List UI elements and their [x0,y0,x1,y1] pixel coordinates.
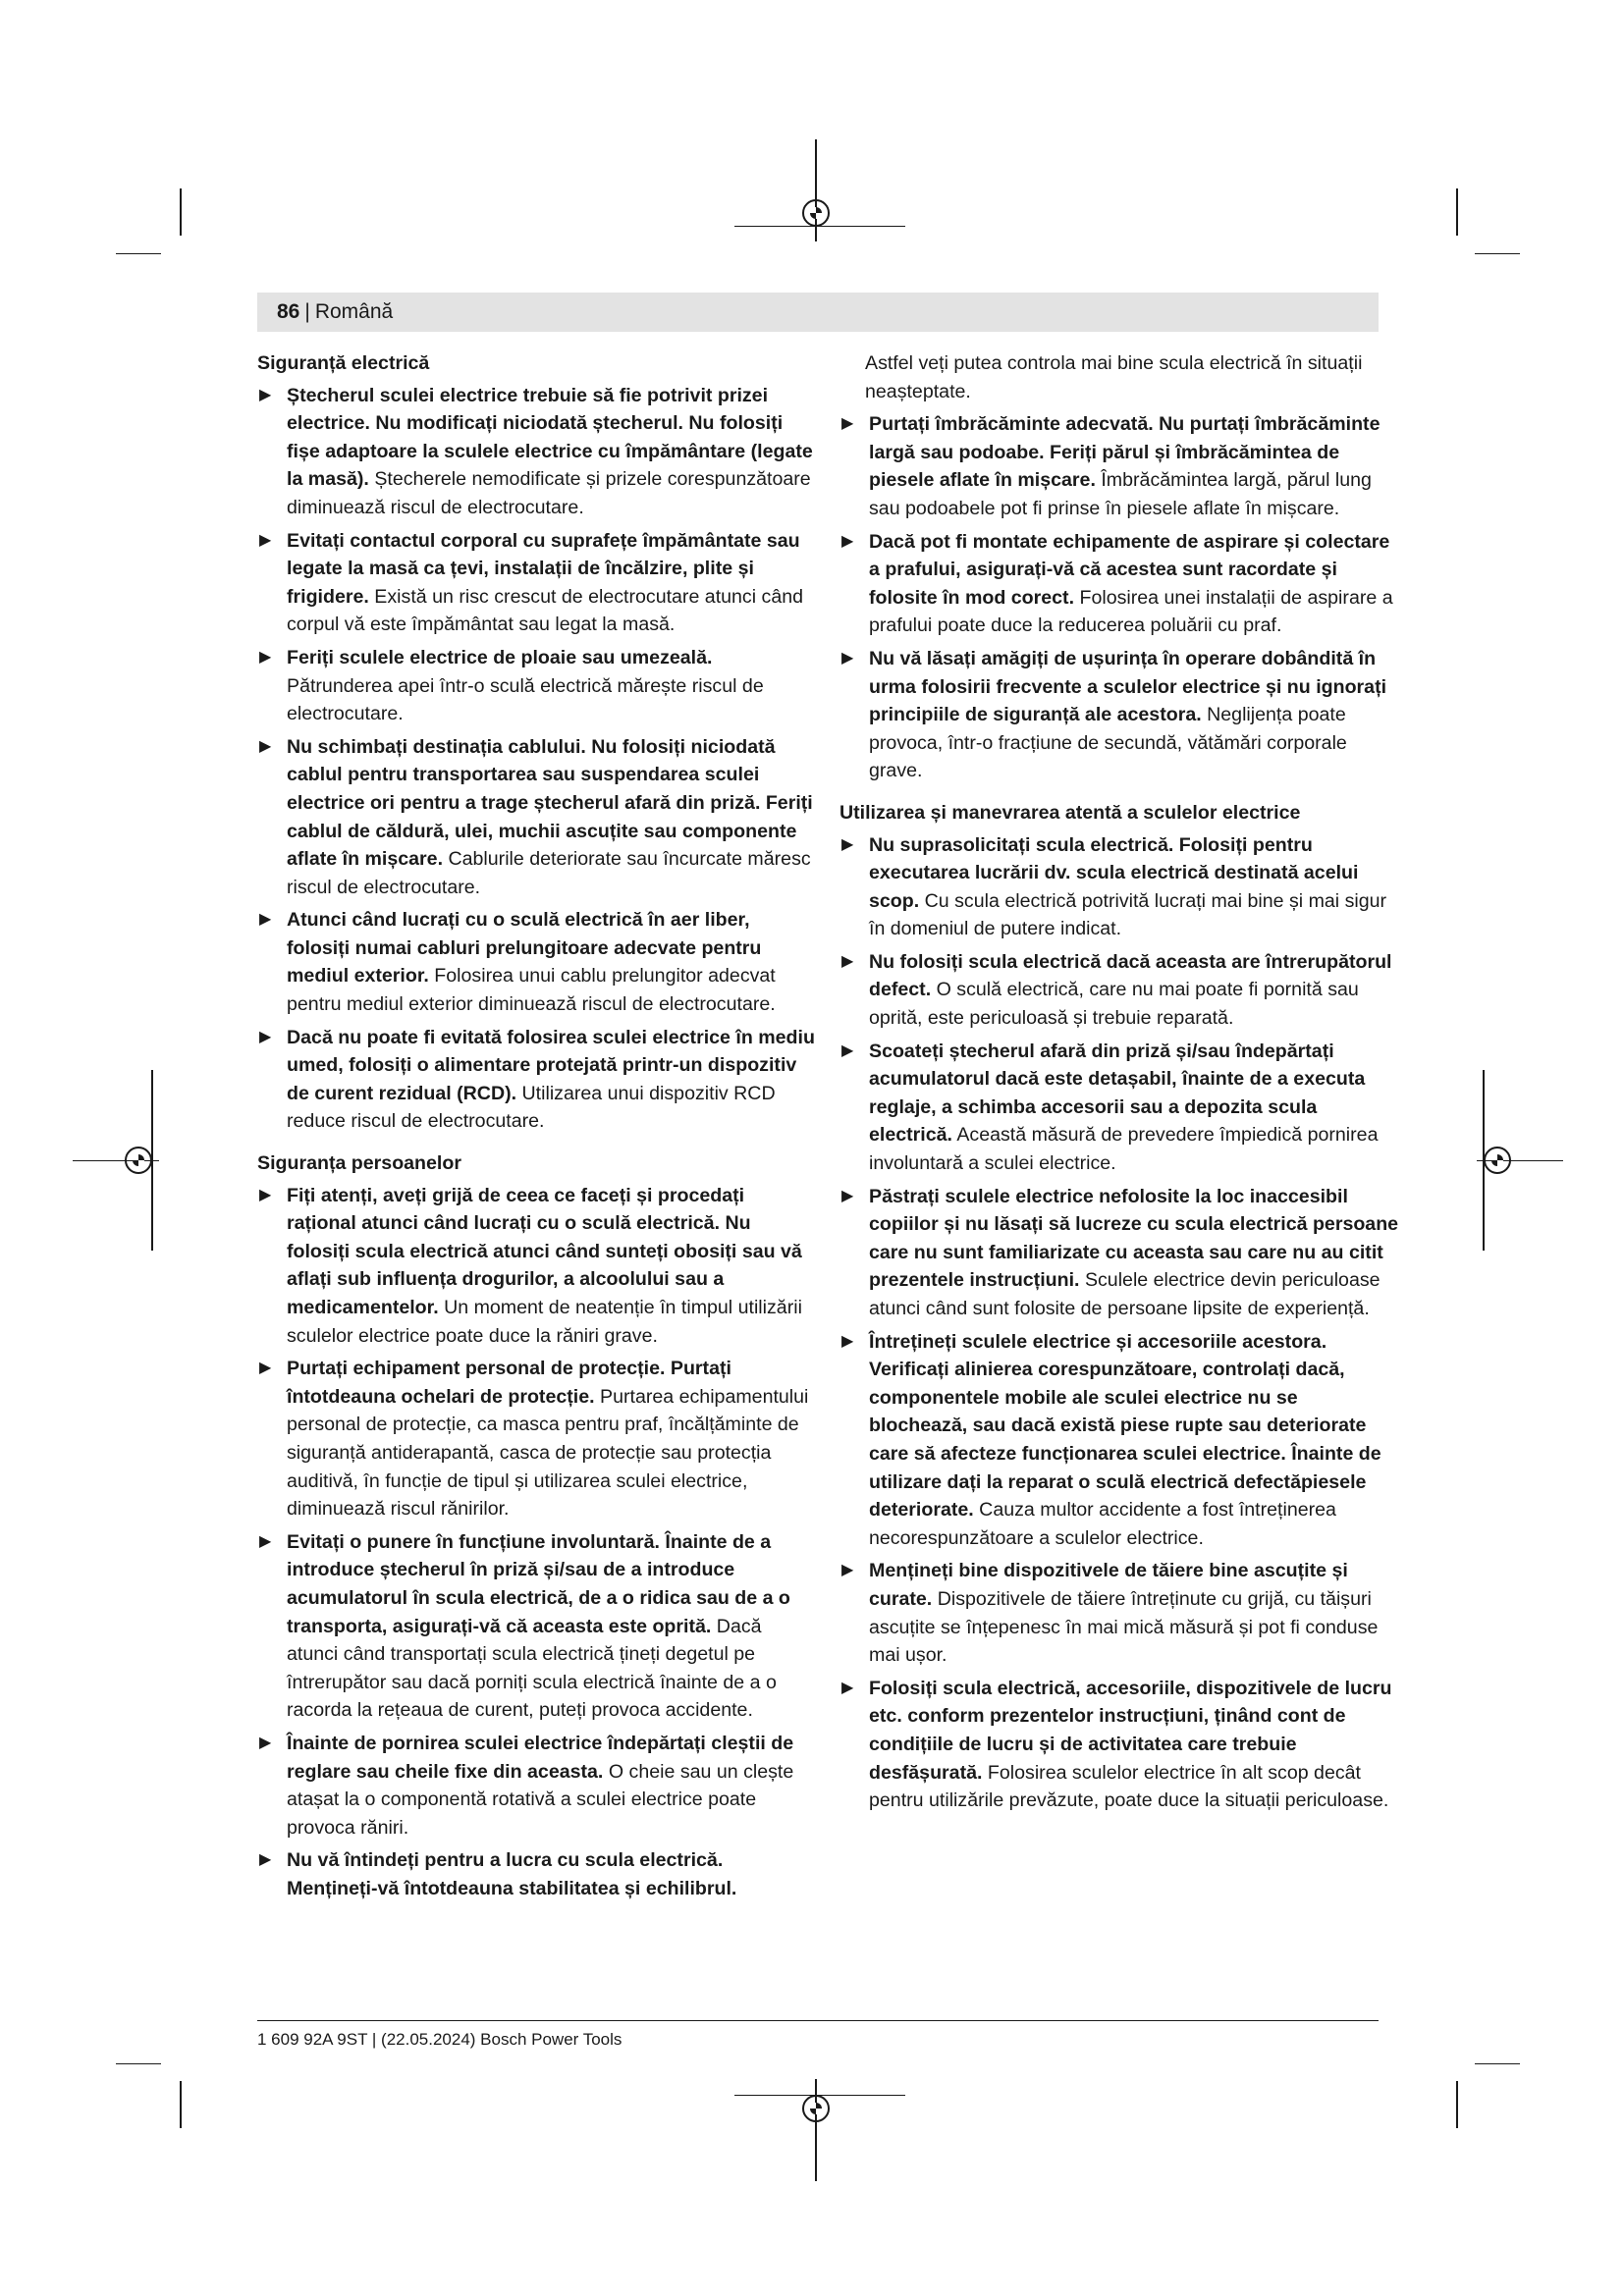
section-heading: Utilizarea și manevrarea atentă a sculelor electrice [839,801,1301,824]
bullet-arrow-icon: ▶ [259,648,272,666]
instruction-bold: Ștecherul sculei electrice trebuie să fie potrivit prizei electrice. Nu modificați niciodată ștecherul. Nu folosiți fișe adaptoare la sculele electrice cu împământare (legate la masă). [287,384,813,491]
safety-item [257,382,817,522]
crop-mark [180,188,182,236]
instruction-explanation: O sculă electrică, care nu mai poate fi pornită sau oprită, este periculoasă și trebuie reparată. [869,979,1359,1030]
left-column [257,349,817,1907]
bullet-arrow-icon: ▶ [259,531,272,549]
safety-item [839,1675,1399,1815]
bullet-arrow-icon: ▶ [259,1851,272,1869]
safety-item [257,733,817,902]
bullet-arrow-icon: ▶ [259,1028,272,1045]
registration-mark-icon [802,199,830,227]
bullet-arrow-icon: ▶ [841,1041,854,1059]
instruction-bold: Purtați îmbrăcăminte adecvată. Nu purtați îmbrăcăminte largă sau podoabe. Feriți părul și îmbrăcămintea de piesele aflate în mișcare. [869,413,1380,492]
bullet-arrow-icon: ▶ [841,649,854,667]
instruction-bold: Atunci când lucrați cu o sculă electrică în aer liber, folosiți numai cabluri prelungitoare adecvate pentru mediul exterior. [287,909,762,988]
instruction-bold: Întrețineți sculele electrice și accesoriile acestora. Verificați alinierea corespunzătoare, controlați dacă, componentele mobile ale sculei electrice nu se blochează, sau dacă există piese rupte sau deteriorate care să afecteze funcționarea sculei electrice. Înainte de utilizare dați la reparat o sculă electrică defectăpiesele deteriorate. [869,1330,1381,1522]
safety-list [257,1182,817,1903]
crop-mark [1456,2081,1458,2128]
instruction-explanation: Cu scula electrică potrivită lucrați mai bine și mai sigur în domeniul de putere indicat. [869,889,1387,940]
instruction-bold: Dacă pot fi montate echipamente de aspirare și colectare a prafului, asigurați-vă că acestea sunt racordate și folosite în mod corect. [869,530,1390,609]
safety-item [257,906,817,1018]
safety-item [839,948,1399,1033]
crop-mark [1475,253,1520,254]
crop-mark [1475,2063,1520,2064]
instruction-bold: Nu folosiți scula electrică dacă aceasta are întrerupătorul defect. [869,950,1392,1001]
instruction-bold: Nu schimbați destinația cablului. Nu folosiți niciodată cablul pentru transportarea sau suspendarea sculei electrice ori pentru a trage ștecherul afară din priză. Feriți cablul de căldură, ulei, muchii ascuțite sau componente aflate în mișcare. [287,735,813,871]
instruction-bold: Evitați o punere în funcțiune involuntară. Înainte de a introduce ștecherul în priză și/sau de a introduce acumulatorul în scula electrică, de a o ridica sau de a o transporta, asigurați-vă că aceasta este oprită. [287,1530,790,1637]
bullet-arrow-icon: ▶ [841,1562,854,1579]
instruction-explanation: Utilizarea unui dispozitiv RCD reduce riscul de electrocutare. [287,1082,776,1133]
instruction-bold: Păstrați sculele electrice nefolosite la loc inaccesibil copiilor și nu lăsați să lucreze cu scula electrică persoane care nu sunt familiarizate cu aceasta sau care nu au citit prezentele instrucțiuni. [869,1185,1399,1292]
instruction-bold: Nu suprasolicitați scula electrică. Folosiți pentru executarea lucrării dv. scula electrică destinată acelui scop. [869,833,1359,912]
instruction-explanation: Sculele electrice devin periculoase atunci când sunt folosite de persoane lipsite de experiență. [869,1269,1380,1319]
instruction-explanation: Purtarea echipamentului personal de protecție, ca masca pentru praf, încălțăminte de siguranță antiderapantă, casca de protecție sau protecția auditivă, în funcție de tipul și utilizarea sculei electrice, diminuează riscul rănirilor. [287,1385,809,1521]
instruction-explanation: Dacă atunci când transportați scula electrică țineți degetul pe întrerupător sau dacă porniți scula electrică înainte de a o racorda la rețeaua de curent, puteți provoca accidente. [287,1615,777,1722]
section-heading: Siguranța persoanelor [257,1152,461,1175]
instruction-bold: Fiți atenți, aveți grijă de ceea ce faceți și procedați rațional atunci când lucrați cu o sculă electrică. Nu folosiți scula electrică atunci când sunteți obosiți sau vă aflați sub influența drogurilor, a alcoolului sau a medicamentelor. [287,1184,802,1318]
bullet-arrow-icon: ▶ [259,1734,272,1751]
continuation-text: Astfel veți putea controla mai bine scula electrică în situații neașteptate. [865,352,1363,402]
registration-mark-icon [125,1147,152,1174]
bullet-arrow-icon: ▶ [259,1186,272,1203]
instruction-explanation: Există un risc crescut de electrocutare atunci când corpul vă este împământat sau legat la masă. [287,585,804,636]
registration-mark-icon [1484,1147,1511,1174]
safety-item [839,1557,1399,1669]
bullet-arrow-icon: ▶ [841,835,854,853]
safety-item [839,645,1399,785]
instruction-explanation: Folosirea sculelor electrice în alt scop decât pentru utilizările prevăzute, poate duce la situații periculoase. [869,1761,1389,1812]
instruction-explanation: Îmbrăcămintea largă, părul lung sau podoabele pot fi prinse în piesele aflate în mișcare. [869,469,1372,519]
instruction-explanation: Neglijența poate provoca, într-o fracțiune de secundă, vătămări corporale grave. [869,704,1347,782]
bullet-arrow-icon: ▶ [259,911,272,929]
instruction-bold: Scoateți ștecherul afară din priză și/sau îndepărtați acumulatorul dacă este detașabil, înainte de a executa reglaje, a schimba accesorii sau a depozita scula electrică. [869,1040,1366,1147]
bullet-arrow-icon: ▶ [259,386,272,403]
safety-item [257,1730,817,1842]
page-header [257,293,1379,332]
instruction-bold: Dacă nu poate fi evitată folosirea sculei electrice în mediu umed, folosiți o alimentare protejată printr-un dispozitiv de curent rezidual (RCD). [287,1026,815,1104]
instruction-bold: Feriți sculele electrice de ploaie sau umezeală. [287,646,713,668]
safety-list [257,382,817,1136]
bullet-arrow-icon: ▶ [841,1679,854,1696]
safety-item [839,1038,1399,1178]
footer-text: 1 609 92A 9ST | (22.05.2024) Bosch Power Tools [257,2030,623,2049]
safety-item [839,1328,1399,1553]
right-column [839,349,1399,1820]
instruction-bold: Înainte de pornirea sculei electrice îndepărtați cleștii de reglare sau cheile fixe din aceasta. [287,1732,794,1783]
footer-divider [257,2020,1379,2021]
crop-mark [180,2081,182,2128]
bullet-arrow-icon: ▶ [259,1360,272,1377]
instruction-explanation: Folosirea unui cablu prelungitor adecvat pentru mediul exterior diminuează riscul de electrocutare. [287,965,776,1016]
bullet-arrow-icon: ▶ [841,1332,854,1350]
bullet-arrow-icon: ▶ [841,952,854,970]
safety-item [257,1355,817,1523]
safety-item [257,1024,817,1136]
instruction-bold: Mențineți bine dispozitivele de tăiere bine ascuțite și curate. [869,1560,1348,1610]
page-language: Română [314,300,394,323]
instruction-explanation: Un moment de neatenție în timpul utilizării sculelor electrice poate duce la răniri grave. [287,1297,802,1347]
crop-mark [116,253,161,254]
instruction-explanation: Cauza multor accidente a fost întreținerea necorespunzătoare a sculelor electrice. [869,1499,1336,1549]
instruction-bold: Purtați echipament personal de protecție. Purtați întotdeauna ochelari de protecție. [287,1358,731,1408]
page-number: 86 [277,300,300,323]
safety-item [839,1183,1399,1323]
instruction-bold: Evitați contactul corporal cu suprafețe împământate sau legate la masă ca țevi, instalații de încălzire, plite și frigidere. [287,529,800,608]
instruction-explanation: Folosirea unei instalații de aspirare a prafului poate duce la reducerea poluării cu praf. [869,586,1393,637]
safety-item [257,527,817,639]
bullet-arrow-icon: ▶ [841,532,854,550]
instruction-explanation: Această măsură de prevedere împiedică pornirea involuntară a sculei electrice. [869,1124,1379,1175]
crop-mark [1456,188,1458,236]
bullet-arrow-icon: ▶ [841,415,854,433]
instruction-explanation: Dispozitivele de tăiere întreținute cu grijă, cu tăișuri ascuțite se înțepenesc în mai mică măsură și pot fi conduse mai ușor. [869,1587,1379,1667]
instruction-explanation: Ștecherele nemodificate și prizele corespunzătoare diminuează riscul de electrocutare. [287,468,811,518]
instruction-explanation: Cablurile deteriorate sau încurcate măresc riscul de electrocutare. [287,848,811,898]
crop-mark [116,2063,161,2064]
instruction-bold: Nu vă lăsați amăgiți de ușurința în operare dobândită în urma folosirii frecvente a sculelor electrice și nu ignorați principiile de siguranță ale acestora. [869,647,1387,726]
safety-list [839,410,1399,785]
safety-item [257,1182,817,1351]
safety-item [839,831,1399,943]
instruction-explanation: O cheie sau un clește atașat la o componentă rotativă a sculei electrice poate provoca răniri. [287,1760,794,1839]
instruction-explanation: Pătrunderea apei într-o sculă electrică mărește riscul de electrocutare. [287,674,764,725]
registration-mark-icon [802,2095,830,2122]
safety-list [839,831,1399,1815]
safety-item [257,1528,817,1725]
safety-item [257,1846,817,1902]
instruction-bold: Folosiți scula electrică, accesoriile, dispozitivele de lucru etc. conform prezentelor instrucțiuni, ținând cont de condițiile de lucru și de activitatea care trebuie desfășurată. [869,1677,1392,1784]
instruction-bold: Nu vă întindeți pentru a lucra cu scula electrică. Mențineți-vă întotdeauna stabilitatea și echilibrul. [287,1849,737,1899]
bullet-arrow-icon: ▶ [259,1532,272,1550]
safety-item [839,528,1399,640]
bullet-arrow-icon: ▶ [259,737,272,755]
header-separator: | [304,300,310,323]
safety-item [257,644,817,728]
safety-item [839,410,1399,522]
bullet-arrow-icon: ▶ [841,1187,854,1204]
section-heading: Siguranță electrică [257,352,430,374]
